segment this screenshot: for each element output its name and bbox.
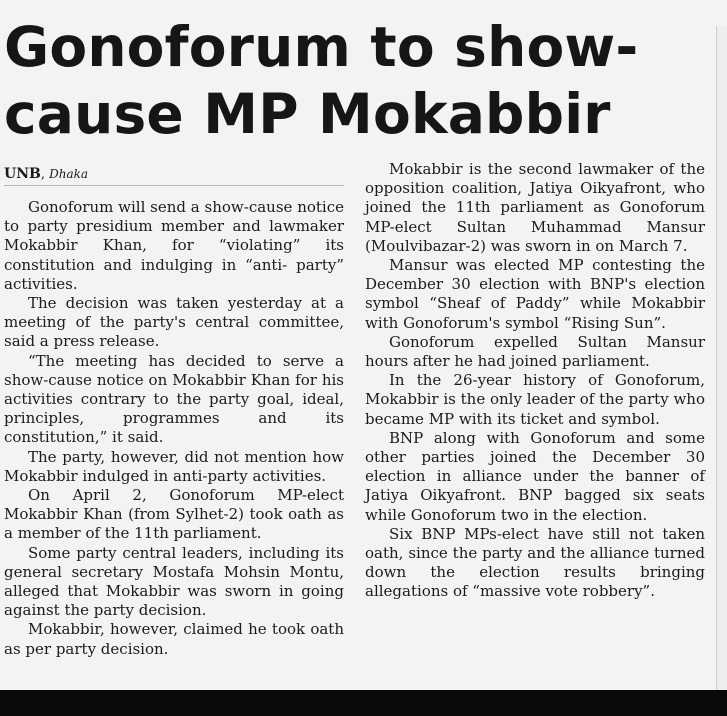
byline-rule — [4, 185, 344, 186]
paragraph: Six BNP MPs-elect have still not taken oath, since the party and the alliance turned down the election results bringing allegations of “massive vote robbery”. — [365, 524, 705, 601]
byline-agency: UNB — [4, 166, 41, 182]
paragraph: Mokabbir is the second lawmaker of the opposition coalition, Jatiya Oikyafront, who joined the 11th parliament as Gonoforum MP-elect Sultan Muhammad Mansur (Moulvibazar-2) was sworn in on March 7. — [365, 160, 705, 255]
paragraph: In the 26-year history of Gonoforum, Mokabbir is the only leader of the party who became MP with its ticket and symbol. — [365, 371, 705, 428]
byline: UNB, Dhaka — [4, 166, 89, 182]
paragraph: Mokabbir, however, claimed he took oath as per party decision. — [4, 620, 344, 658]
paragraph: “The meeting has decided to serve a show-cause notice on Mokabbir Khan for his activities contrary to the party goal, ideal, principles, programmes and its constitution,” it said. — [4, 351, 344, 447]
paragraph: BNP along with Gonoforum and some other parties joined the December 30 election in alliance under the banner of Jatiya Oikyafront. BNP bagged six seats while Gonoforum two in the election. — [365, 428, 705, 524]
paragraph: On April 2, Gonoforum MP-elect Mokabbir Khan (from Sylhet-2) took oath as a member of the 11th parliament. — [4, 486, 344, 543]
article-headline: Gonoforum to show-cause MP Mokabbir — [4, 15, 639, 146]
article-column-right — [365, 160, 705, 602]
paragraph: Gonoforum will send a show-cause notice to party presidium member and lawmaker Mokabbir Khan, for “violating” its constitution and indulging in “anti- party” activities. — [4, 198, 344, 293]
byline-place: Dhaka — [49, 167, 89, 181]
article-column-left — [4, 198, 344, 659]
paragraph: Some party central leaders, including its general secretary Mostafa Mohsin Montu, alleged that Mokabbir was sworn in going against the party decision. — [4, 543, 344, 620]
paragraph: Mansur was elected MP contesting the December 30 election with BNP's election symbol “Sheaf of Paddy” while Mokabbir with Gonoforum's symbol “Rising Sun”. — [365, 256, 705, 332]
paragraph: Gonoforum expelled Sultan Mansur hours after he had joined parliament. — [365, 332, 705, 371]
bottom-black-band — [0, 690, 727, 716]
paragraph: The decision was taken yesterday at a meeting of the party's central committee, said a press release. — [4, 294, 344, 351]
paragraph: The party, however, did not mention how Mokabbir indulged in anti-party activities. — [4, 447, 344, 485]
adjacent-column-edge — [716, 26, 727, 690]
